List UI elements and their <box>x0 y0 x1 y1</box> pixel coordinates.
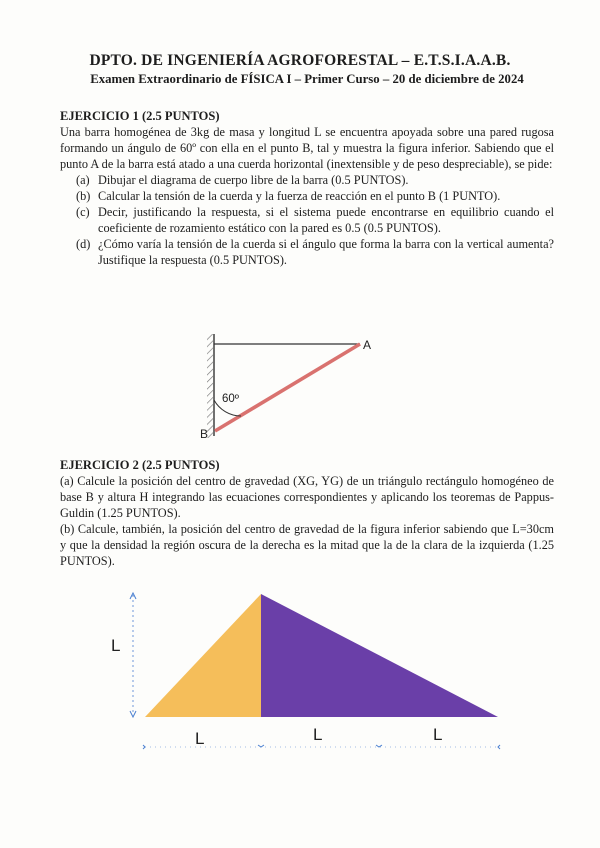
triangle-figure <box>95 585 525 765</box>
tick-mark <box>143 745 145 749</box>
item-label: (a) <box>76 173 90 187</box>
exercise-1 <box>60 108 554 268</box>
item-text: ¿Cómo varía la tensión de la cuerda si el ángulo que forma la barra con la vertical aumenta? Justifique la respuesta (0.5 PUNTOS). <box>98 237 554 267</box>
exercise-2-part-a: (a) Calcule la posición del centro de gravedad (XG, YG) de un triángulo rectángulo homogéneo de base B y altura H integrando las ecuaciones correspondientes y aplicando los teoremas de Pappus-Guldin (1.25 PUNTOS). <box>60 474 554 520</box>
point-a-label: A <box>363 338 372 352</box>
rod-figure <box>195 330 395 445</box>
exercise-2-part-b: (b) Calcule, también, la posición del centro de gravedad de la figura inferior sabiendo que L=30cm y que la densidad la región oscura de la derecha es la mitad que la de la clara de la izquierda (1.25 PUNTOS). <box>60 522 554 568</box>
exercise-2 <box>60 457 554 569</box>
tick-mark <box>376 745 382 747</box>
exercise-1-item-c <box>60 204 554 236</box>
base-label-1: L <box>195 729 205 748</box>
exercise-1-item-a <box>60 172 554 188</box>
item-label: (b) <box>76 189 91 203</box>
dark-region <box>261 594 498 717</box>
department-title: DPTO. DE INGENIERÍA AGROFORESTAL – E.T.S.I.A.A.B. <box>89 52 511 69</box>
rod-bar <box>215 344 360 431</box>
exercise-1-intro: Una barra homogénea de 3kg de masa y longitud L se encuentra apoyada sobre una pared rugosa formando un ángulo de 60º con ella en el punto B, tal y muestra la figura inferior. Sabiendo que el punto A de la barra está atado a una cuerda horizontal (inextensible y de peso despreciable), se pide: <box>60 125 554 171</box>
angle-label: 60º <box>222 393 239 405</box>
height-label: L <box>111 636 121 655</box>
item-label: (d) <box>76 237 91 251</box>
item-text: Dibujar el diagrama de cuerpo libre de la barra (0.5 PUNTOS). <box>98 173 409 187</box>
point-b-label: B <box>200 427 209 441</box>
item-text: Decir, justificando la respuesta, si el sistema puede encontrarse en equilibrio cuando el coeficiente de rozamiento estático con la pared es 0.5 (0.5 PUNTOS). <box>98 205 554 235</box>
exercise-1-title: EJERCICIO 1 (2.5 PUNTOS) <box>60 109 220 123</box>
exercise-1-item-d <box>60 236 554 268</box>
wall-hatching <box>207 334 213 438</box>
item-label: (c) <box>76 205 90 219</box>
tick-mark <box>498 745 500 749</box>
light-region <box>145 594 261 717</box>
base-label-3: L <box>433 725 443 744</box>
exam-subtitle: Examen Extraordinario de FÍSICA I – Primer Curso – 20 de diciembre de 2024 <box>90 72 524 86</box>
tick-mark <box>258 745 264 747</box>
base-label-2: L <box>313 725 323 744</box>
exercise-2-title: EJERCICIO 2 (2.5 PUNTOS) <box>60 458 220 472</box>
exercise-1-item-b <box>60 188 554 204</box>
item-text: Calcular la tensión de la cuerda y la fuerza de reacción en el punto B (1 PUNTO). <box>98 189 501 203</box>
